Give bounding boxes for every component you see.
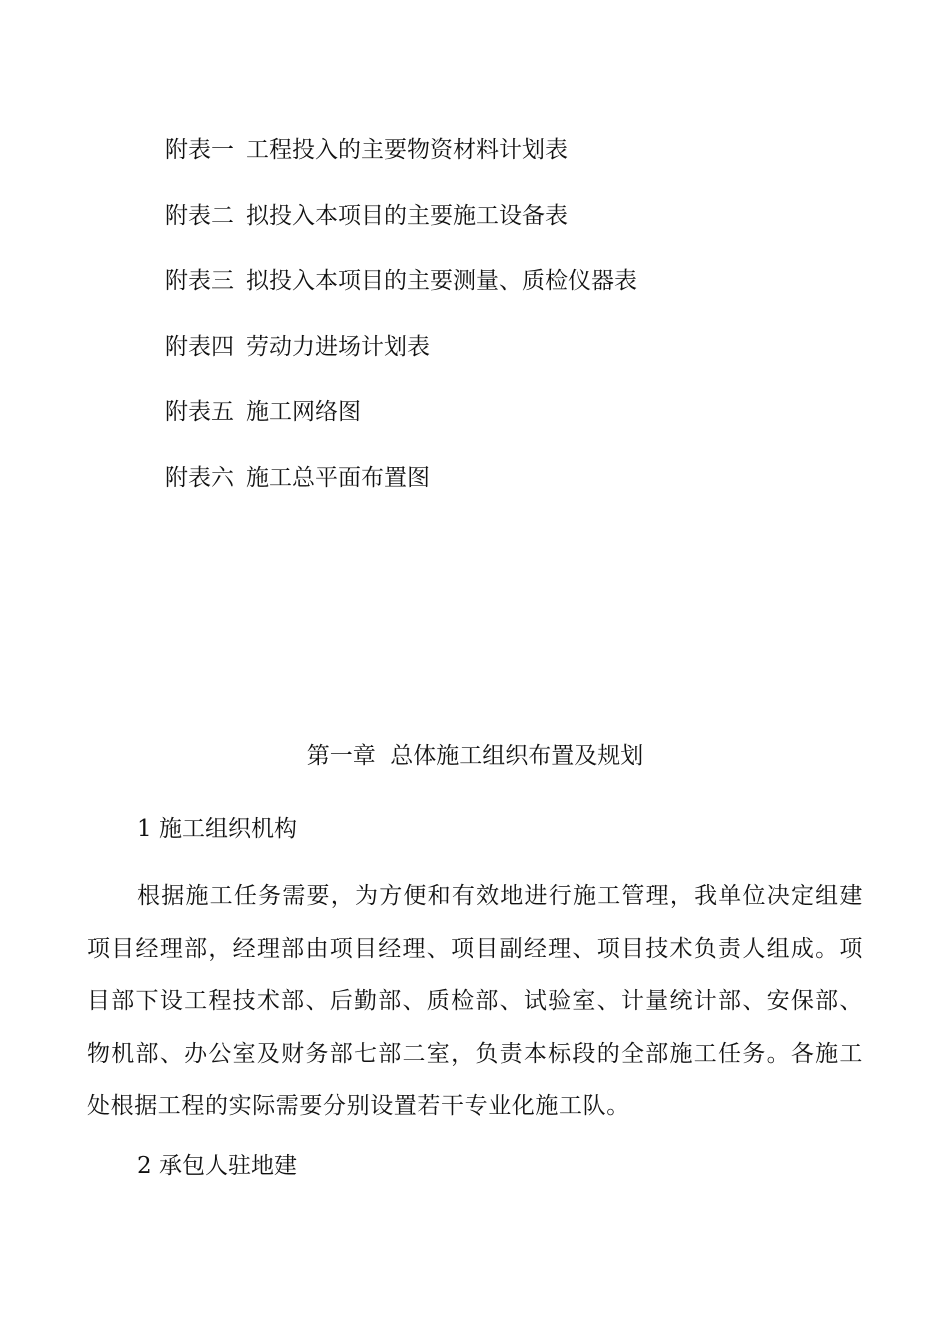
appendix-title: 工程投入的主要物资材料计划表	[246, 137, 568, 163]
appendix-item	[165, 456, 865, 522]
appendix-item	[165, 325, 865, 391]
section-heading: 2 承包人驻地建	[137, 1153, 297, 1179]
appendix-label: 附表一	[165, 137, 234, 163]
chapter-title: 第一章 总体施工组织布置及规划	[306, 743, 644, 769]
body-paragraph: 根据施工任务需要，为方便和有效地进行施工管理，我单位决定组建项目经理部，经理部由项目经理、项目副经理、项目技术负责人组成。项目部下设工程技术部、后勤部、质检部、试验室、计量统计部、安保部、物机部、办公室及财务部七部二室，负责本标段的全部施工任务。各施工处根据工程的实际需要分别设置若干专业化施工队。	[87, 883, 863, 1120]
appendix-item	[165, 259, 865, 325]
appendix-item	[165, 128, 865, 194]
appendix-item	[165, 194, 865, 260]
appendix-title: 施工总平面布置图	[246, 464, 430, 491]
appendix-label: 附表二	[165, 202, 234, 229]
appendix-label: 附表四	[165, 333, 234, 360]
appendix-title: 拟投入本项目的主要测量、质检仪器表	[246, 268, 637, 295]
appendix-title: 施工网络图	[246, 399, 361, 426]
appendix-item	[165, 390, 865, 456]
appendix-title: 劳动力进场计划表	[246, 333, 430, 360]
appendix-title: 拟投入本项目的主要施工设备表	[246, 202, 568, 229]
appendix-list	[165, 128, 865, 522]
appendix-label: 附表六	[165, 464, 234, 491]
appendix-label: 附表五	[165, 399, 234, 426]
section-heading: 1 施工组织机构	[137, 816, 297, 842]
appendix-label: 附表三	[165, 268, 234, 295]
